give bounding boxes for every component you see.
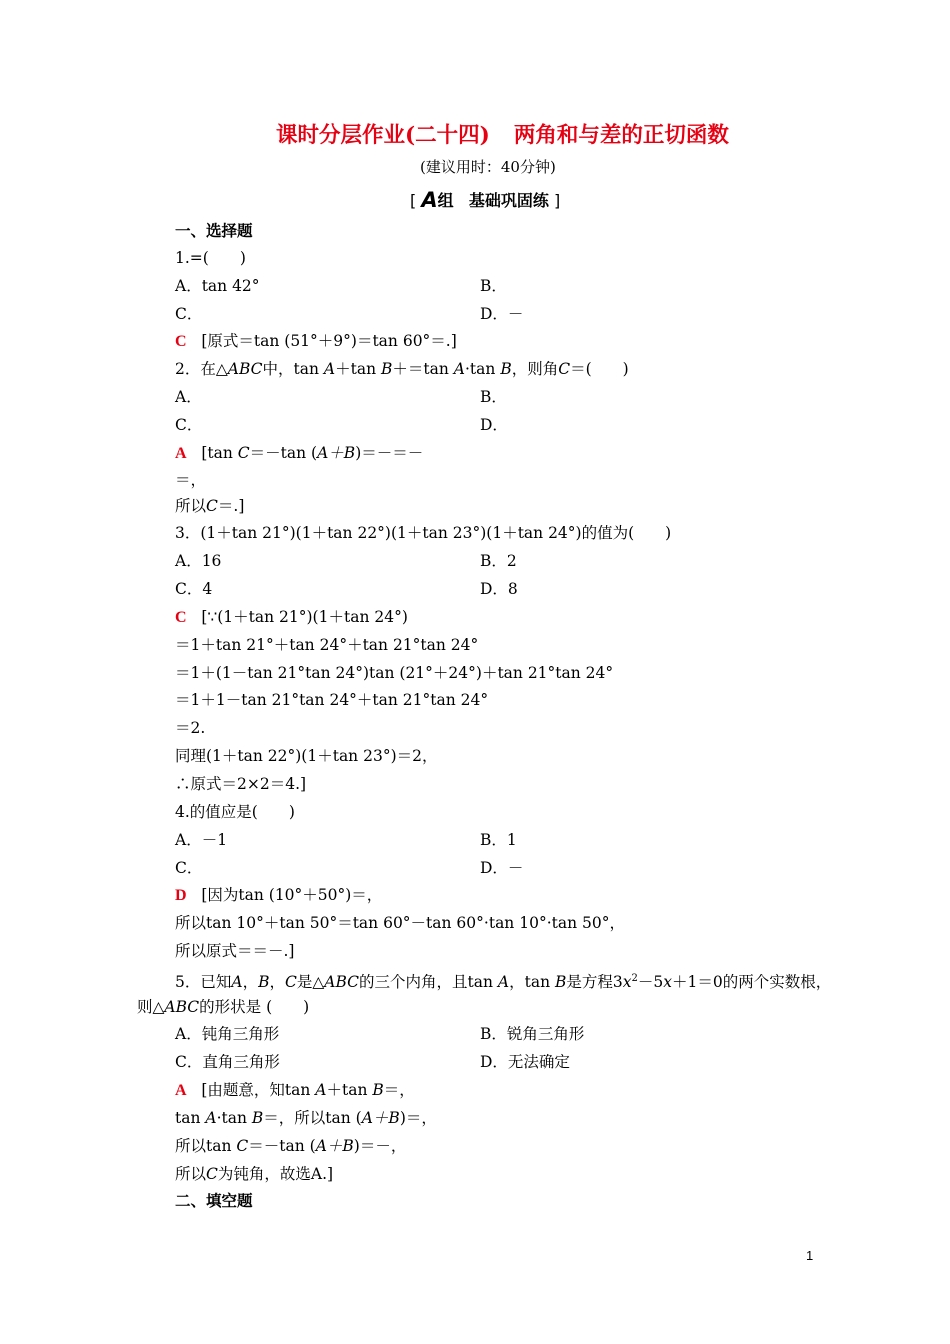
q1-option-d: D．－: [480, 305, 524, 323]
q3-answer-line7: ∴原式＝2×2＝4.]: [175, 775, 307, 793]
q2-stem: 2．在△ABC中，tan A＋tan B＋＝tan A·tan B，则角C＝( ): [175, 360, 629, 378]
q4-answer-line3: 所以原式＝＝－.]: [175, 942, 295, 960]
q1-stem: 1.=( ): [175, 249, 246, 267]
q5-answer-line2: tan A·tan B＝，所以tan (A＋B)＝，: [175, 1109, 437, 1127]
q2-answer-line3: 所以C＝.]: [175, 497, 245, 515]
q1-option-a: A．tan 42°: [175, 277, 260, 295]
page-title: 课时分层作业(二十四) 两角和与差的正切函数: [276, 123, 729, 148]
q5-stem-line2: 则△ABC的形状是 ( ): [137, 998, 310, 1016]
q3-answer-line4: ＝1＋1－tan 21°tan 24°＋tan 21°tan 24°: [175, 691, 489, 709]
q3-answer-line3: ＝1＋(1－tan 21°tan 24°)tan (21°＋24°)＋tan 21°tan 24°: [175, 664, 614, 682]
q3-option-c: C．4: [175, 580, 213, 598]
q5-option-b: B．锐角三角形: [480, 1025, 585, 1043]
q5-option-c: C．直角三角形: [175, 1053, 280, 1071]
q4-stem: 4.的值应是( ): [175, 803, 295, 821]
q2-option-a: A．: [175, 388, 202, 406]
q5-answer-line3: 所以tan C＝－tan (A＋B)＝－，: [175, 1137, 407, 1155]
q3-answer-line5: ＝2.: [175, 719, 206, 737]
q5-option-d: D．无法确定: [480, 1053, 570, 1071]
q4-option-c: C．: [175, 859, 203, 877]
q1-answer: C [原式＝tan (51°＋9°)＝tan 60°＝.]: [175, 332, 457, 350]
group-letter: A: [421, 188, 438, 212]
section-fill: 二、填空题: [175, 1192, 253, 1210]
q2-option-d: D．: [480, 416, 508, 434]
q4-answer-line2: 所以tan 10°＋tan 50°＝tan 60°－tan 60°·tan 10°·tan 50°，: [175, 914, 625, 932]
q5-option-a: A．钝角三角形: [175, 1025, 280, 1043]
q3-option-b: B．2: [480, 552, 517, 570]
q4-option-a: A．－1: [175, 831, 228, 849]
group-heading: [ A组 基础巩固练 ]: [410, 188, 561, 212]
q1-option-b: B．: [480, 277, 507, 295]
suggested-time: (建议用时：40分钟): [420, 158, 556, 176]
q4-option-d: D．－: [480, 859, 524, 877]
q1-option-c: C．: [175, 305, 203, 323]
q3-answer-line2: ＝1＋tan 21°＋tan 24°＋tan 21°tan 24°: [175, 636, 479, 654]
q4-option-b: B．1: [480, 831, 517, 849]
q2-answer-line2: ＝，: [175, 471, 207, 489]
q3-answer-line6: 同理(1＋tan 22°)(1＋tan 23°)＝2，: [175, 747, 438, 765]
section-choice: 一、选择题: [175, 222, 253, 240]
q2-option-c: C．: [175, 416, 203, 434]
q3-answer-line1: C [∵(1＋tan 21°)(1＋tan 24°): [175, 608, 408, 626]
q2-answer-line1: A [tan C＝－tan (A＋B)＝－＝－: [175, 444, 424, 462]
page-number: 1: [806, 1248, 814, 1263]
q3-stem: 3．(1＋tan 21°)(1＋tan 22°)(1＋tan 23°)(1＋tan 24°)的值为( ): [175, 524, 672, 542]
q4-answer-line1: D [因为tan (10°＋50°)＝，: [175, 886, 383, 904]
q3-option-a: A．16: [175, 552, 222, 570]
q5-answer-line4: 所以C为钝角，故选A.]: [175, 1165, 334, 1183]
q2-option-b: B．: [480, 388, 507, 406]
q5-answer-line1: A [由题意，知tan A＋tan B＝，: [175, 1081, 415, 1099]
q5-stem-line1: 5．已知A，B，C是△ABC的三个内角，且tan A，tan B是方程$3x^2-5x+1=0$的两个实数根，: [175, 973, 832, 992]
q3-option-d: D．8: [480, 580, 518, 598]
